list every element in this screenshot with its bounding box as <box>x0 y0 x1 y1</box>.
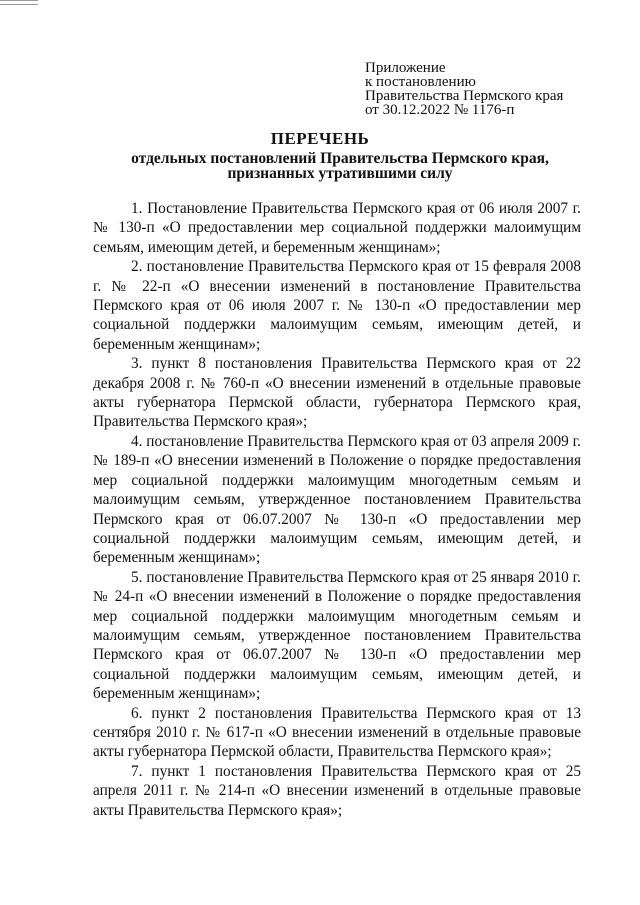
document-title: ПЕРЕЧЕНЬ <box>270 129 370 148</box>
subtitle-line: признанных утратившими силу <box>227 164 453 182</box>
list-item: 2. постановление Правительства Пермского края от 15 февраля 2008 г. № 22-п «О внесении изменений в постановление Правительства Пермского края от 06 июля 2007 г. № 130-п «О предоставлении мер социальной поддержки малоимущим семьям, имеющим детей, и беременным женщинам»; <box>93 258 581 353</box>
scan-corner-mark <box>0 0 38 5</box>
document-subtitle <box>20 152 640 181</box>
list-item: 3. пункт 8 постановления Правительства Пермского края от 22 декабря 2008 г. № 760-п «О внесении изменений в отдельные правовые акты губернатора Пермской области, губернатора Пермского края, Правительства Пермского края»; <box>93 355 581 431</box>
list-of-resolutions <box>93 199 581 820</box>
appendix-block <box>365 61 625 117</box>
list-item: 1. Постановление Правительства Пермского края от 06 июля 2007 г. № 130-п «О предоставлении мер социальной поддержки малоимущим семьям, имеющим детей, и беременным женщинам»; <box>93 200 581 256</box>
list-item: 4. постановление Правительства Пермского края от 03 апреля 2009 г. № 189-п «О внесении изменений в Положение о порядке предоставления мер социальной поддержки малоимущим многодетным семьям и малоимущим семьям, утвержденное постановлением Правительства Пермского края от 06.07.2007 № 130-п «О предоставлении мер социальной поддержки малоимущим семьям, имеющим детей, и беременным женщинам»; <box>93 432 582 567</box>
appendix-line: Приложение <box>365 60 446 76</box>
appendix-line: Правительства Пермского края <box>365 88 564 104</box>
list-item: 7. пункт 1 постановления Правительства Пермского края от 25 апреля 2011 г. № 214-п «О внесении изменений в отдельные правовые акты Правительства Пермского края»; <box>93 762 581 819</box>
list-item: 6. пункт 2 постановления Правительства Пермского края от 13 сентября 2010 г. № 617-п «О внесении изменений в отдельные правовые акты губернатора Пермской области, Правительства Пермского края»; <box>93 704 581 761</box>
list-item: 5. постановление Правительства Пермского края от 25 января 2010 г. № 24-п «О внесении изменений в Положение о порядке предоставления мер социальной поддержки малоимущим многодетным семьям и малоимущим семьям, утвержденное постановлением Правительства Пермского края от 06.07.2007 № 130-п «О предоставлении мер социальной поддержки малоимущим семьям, имеющим детей, и беременным женщинам»; <box>93 568 581 703</box>
subtitle-line: отдельных постановлений Правительства Пермского края, <box>131 150 549 167</box>
appendix-line: от 30.12.2022 № 1176-п <box>365 102 515 118</box>
appendix-line: к постановлению <box>365 74 476 90</box>
